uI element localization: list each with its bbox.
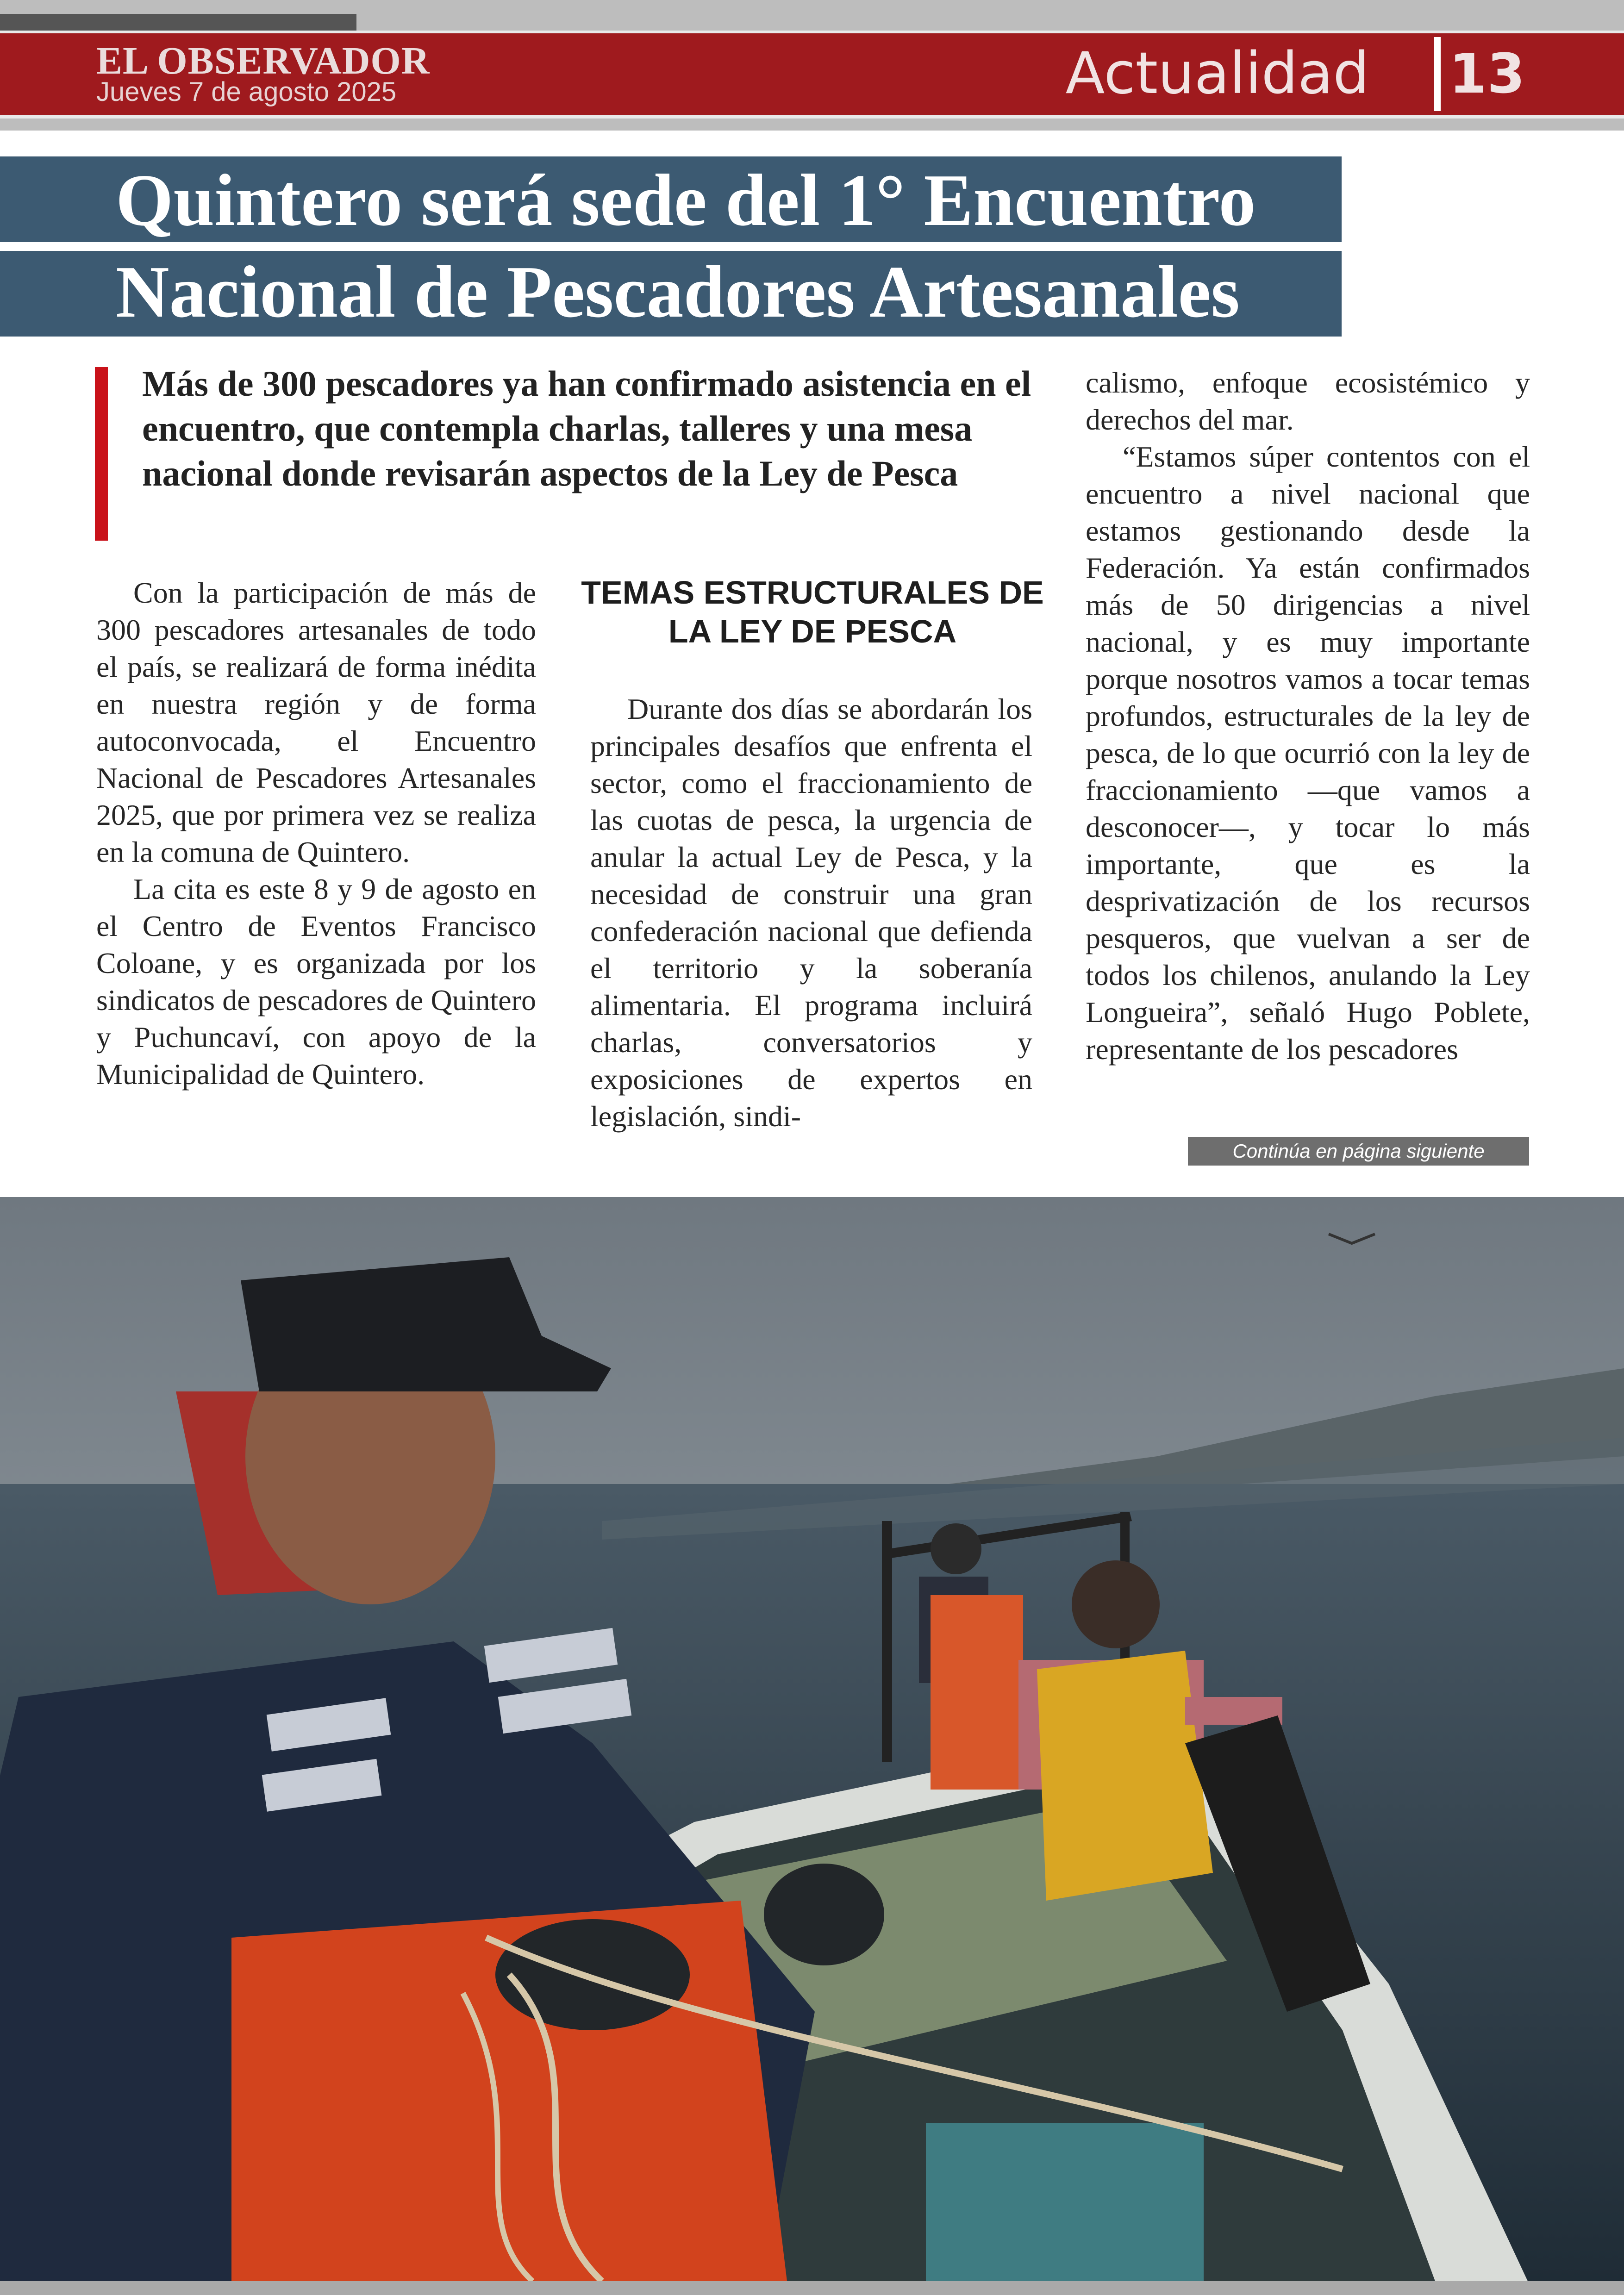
lead-accent-bar xyxy=(95,367,108,541)
paragraph: Durante dos días se abordarán los principales desafíos que enfrenta el sector, como el fraccionamiento de las cuotas de pesca, la urgencia de anular la actual Ley de Pesca, y la necesidad de construir una gran confederación nacional que defienda el territorio y la soberanía alimentaria. El programa incluirá charlas, conversatorios y exposiciones de expertos en legislación, sindi- xyxy=(590,692,1032,1133)
paragraph: Con la participación de más de 300 pescadores artesanales de todo el país, se realizará de forma inédita en nuestra región y de forma autoconvocada, el Encuentro Nacional de Pescadores Artesanales 2025, que por primera vez se realiza en la comuna de Quintero. xyxy=(96,576,536,868)
masthead xyxy=(0,31,1624,118)
article-lead: Más de 300 pescadores ya han confirmado asistencia en el encuentro, que contempla charlas, talleres y una mesa nacional donde revisarán aspectos de la Ley de Pesca xyxy=(142,363,1031,493)
article-photo xyxy=(0,1197,1624,2281)
headline-line-2: Nacional de Pescadores Artesanales xyxy=(116,250,1240,333)
column-2 xyxy=(590,691,1032,1135)
headline-line-1: Quintero será sede del 1° Encuentro xyxy=(116,159,1256,241)
footer-bar xyxy=(0,2281,1624,2295)
issue-date: Jueves 7 de agosto 2025 xyxy=(96,77,397,107)
top-dark-accent xyxy=(0,14,356,31)
header-divider xyxy=(1434,37,1441,111)
paragraph: “Estamos súper contentos con el encuentro a nivel nacional que estamos gestionando desde la Federación. Ya están confirmados más de 50 dirigencias a nivel nacional, y es muy importante porque nosotros vamos a tocar temas profundos, estructurales de la ley de pesca, de lo que ocurrió con la ley de fraccionamiento —que vamos a desconocer—, y tocar lo más importante, que es la desprivatización de los recursos pesqueros, que vuelvan a ser de todos los chilenos, anulando la Ley Longueira”, señaló Hugo Poblete, representante de los pescadores xyxy=(1086,440,1530,1066)
column-3 xyxy=(1086,364,1530,1068)
paragraph: La cita es este 8 y 9 de agosto en el Centro de Eventos Francisco Coloane, y es organizada por los sindicatos de pescadores de Quintero y Puchuncaví, con apoyo de la Municipalidad de Quintero. xyxy=(96,873,536,1091)
paragraph: calismo, enfoque ecosistémico y derechos del mar. xyxy=(1086,366,1530,436)
subheading: TEMAS ESTRUCTURALES DE LA LEY DE PESCA xyxy=(581,574,1044,649)
continued-notice: Continúa en página siguiente xyxy=(1188,1137,1529,1166)
section-title: Actualidad xyxy=(1065,40,1369,107)
publication-name: EL OBSERVADOR xyxy=(96,39,430,82)
column-1 xyxy=(96,574,536,1093)
page-number: 13 xyxy=(1449,42,1525,106)
masthead-underline xyxy=(0,118,1624,131)
